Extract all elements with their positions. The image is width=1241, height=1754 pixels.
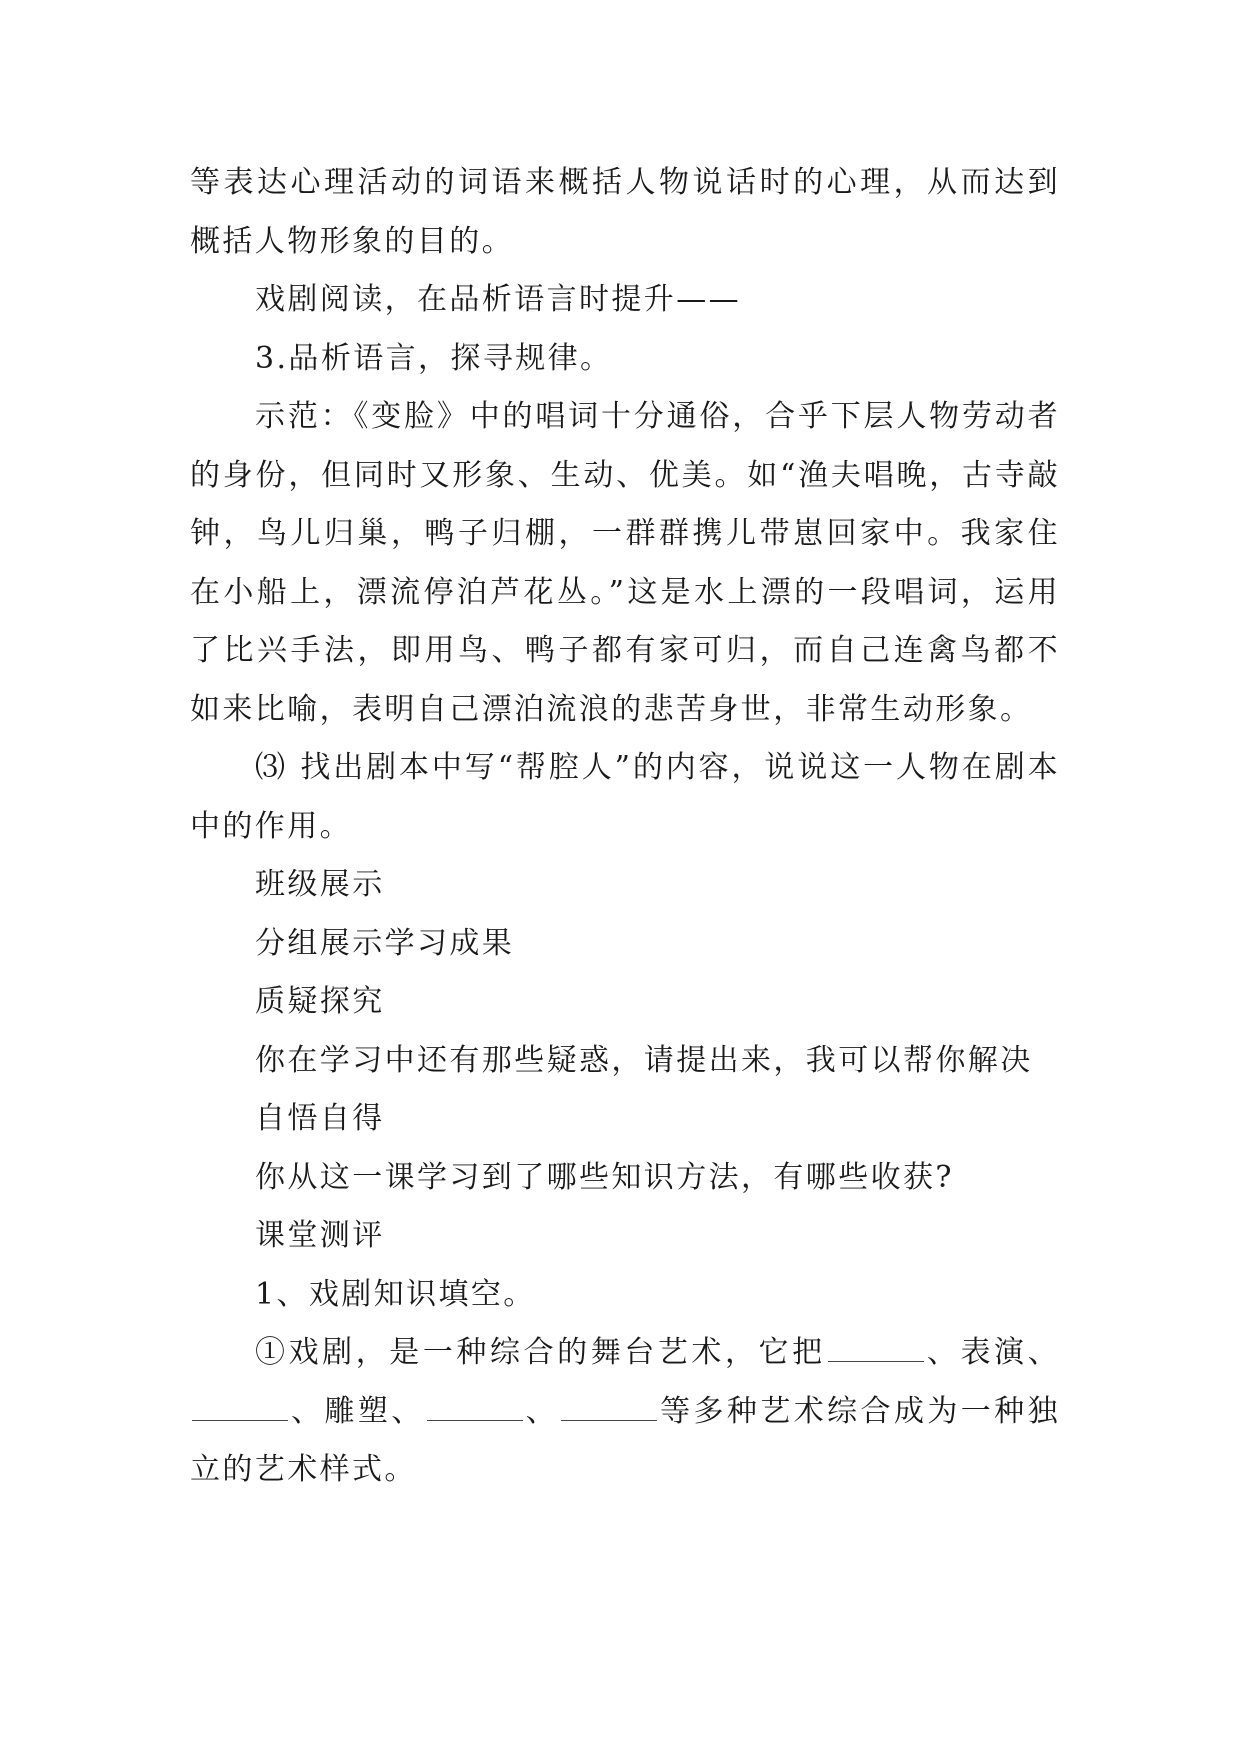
answer-blank bbox=[192, 1396, 288, 1421]
section-heading: 质疑探究 bbox=[255, 984, 385, 1019]
paragraph: ⑶ 找出剧本中写“帮腔人”的内容，说说这一人物在剧本中的作用。 bbox=[190, 750, 1060, 844]
fill-in-question bbox=[190, 1324, 1060, 1500]
paragraph: 3.品析语言，探寻规律。 bbox=[255, 340, 613, 376]
answer-blank bbox=[561, 1396, 657, 1421]
question-text: 、 bbox=[524, 1393, 560, 1429]
answer-blank bbox=[427, 1396, 523, 1421]
paragraph: 分组展示学习成果 bbox=[255, 925, 515, 961]
answer-blank bbox=[828, 1337, 924, 1362]
section-heading: 自悟自得 bbox=[255, 1101, 385, 1136]
paragraph: 你从这一课学习到了哪些知识方法，有哪些收获? bbox=[255, 1159, 954, 1195]
paragraph: 你在学习中还有那些疑惑，请提出来，我可以帮你解决 bbox=[255, 1042, 1033, 1078]
section-heading: 班级展示 bbox=[255, 867, 385, 902]
question-text: 等多种艺术综合成为一种独立的艺术样式。 bbox=[190, 1393, 1060, 1487]
question-title: 1、戏剧知识填空。 bbox=[255, 1276, 536, 1312]
question-text: 、雕塑、 bbox=[290, 1393, 425, 1429]
document-body bbox=[190, 154, 1060, 1500]
section-heading: 课堂测评 bbox=[255, 1218, 385, 1253]
question-text: 、表演、 bbox=[925, 1335, 1060, 1370]
paragraph: 等表达心理活动的词语来概括人物说话时的心理，从而达到概括人物形象的目的。 bbox=[190, 165, 1060, 259]
paragraph: 示范：《变脸》中的唱词十分通俗，合乎下层人物劳动者的身份，但同时又形象、生动、优美。如“渔夫唱晚，古寺敲钟，鸟儿归巢，鸭子归棚，一群群携儿带崽回家中。我家住在小船上，漂流停泊芦花丛。”这是水上漂的一段唱词，运用了比兴手法，即用鸟、鸭子都有家可归，而自己连禽鸟都不如来比喻，表明自己漂泊流浪的悲苦身世，非常生动形象。 bbox=[190, 399, 1060, 727]
question-text: ①戏剧，是一种综合的舞台艺术，它把 bbox=[255, 1335, 826, 1370]
paragraph: 戏剧阅读，在品析语言时提升—— bbox=[255, 282, 741, 317]
